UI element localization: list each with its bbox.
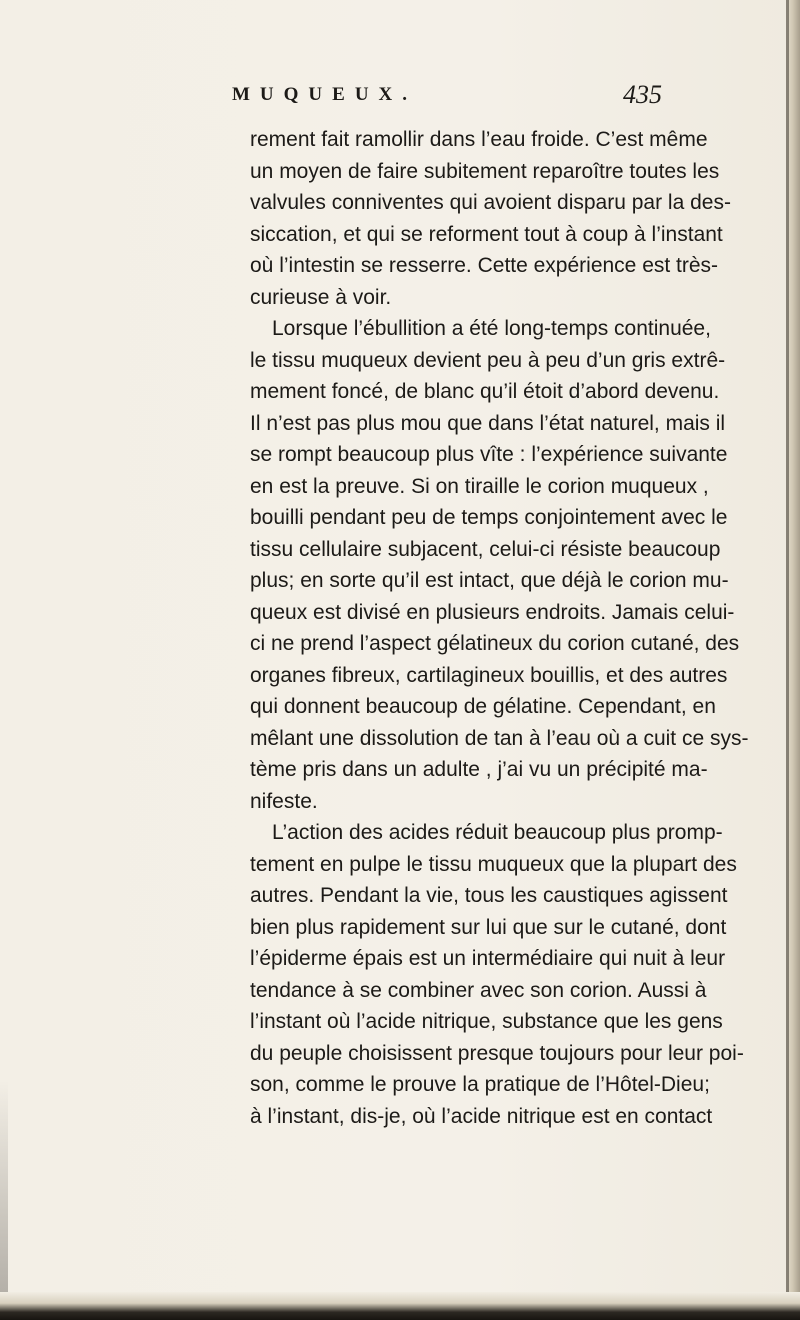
text-line: son, comme le prouve la pratique de l’Hôtel-Dieu;	[250, 1073, 710, 1096]
body-text	[250, 124, 749, 1132]
text-line: tendance à se combiner avec son corion. Aussi à	[250, 978, 707, 1002]
text-line: un moyen de faire subitement reparoître toutes les	[250, 159, 720, 183]
text-line: Lorsque l’ébullition a été long-temps continuée,	[272, 317, 711, 340]
text-line: où l’intestin se resserre. Cette expérience est très-	[250, 254, 719, 277]
text-line: l’instant où l’acide nitrique, substance que les gens	[250, 1010, 723, 1033]
text-line: mement foncé, de blanc qu’il étoit d’abord devenu.	[250, 380, 720, 403]
text-line: ci ne prend l’aspect gélatineux du corion cutané, des	[250, 632, 740, 655]
text-line: nifeste.	[250, 789, 318, 813]
text-line: tement en pulpe le tissu muqueux que la plupart des	[250, 852, 737, 876]
text-line: siccation, et qui se reforment tout à coup à l’instant	[250, 222, 723, 246]
text-line: à l’instant, dis-je, où l’acide nitrique est en contact	[250, 1104, 713, 1128]
text-line: tissu cellulaire subjacent, celui-ci résiste beaucoup	[250, 537, 721, 561]
text-line: mêlant une dissolution de tan à l’eau où a cuit ce sys-	[250, 726, 749, 750]
text-line: en est la preuve. Si on tiraille le corion muqueux ,	[250, 474, 709, 498]
page-number: 435	[623, 80, 662, 109]
text-line: queux est divisé en plusieurs endroits. Jamais celui-	[250, 600, 735, 624]
page-right-edge	[786, 0, 800, 1320]
text-line: le tissu muqueux devient peu à peu d’un gris extrê-	[250, 348, 726, 372]
text-line: bouilli pendant peu de temps conjointement avec le	[250, 506, 728, 529]
text-line: rement fait ramollir dans l’eau froide. C’est même	[250, 128, 708, 151]
text-line: bien plus rapidement sur lui que sur le cutané, dont	[250, 915, 727, 939]
page-header	[232, 80, 662, 116]
text-line: L’action des acides réduit beaucoup plus promp-	[272, 821, 723, 844]
text-line: valvules conniventes qui avoient disparu par la des-	[250, 191, 731, 214]
text-line: Il n’est pas plus mou que dans l’état naturel, mais il	[250, 411, 726, 435]
text-line: tème pris dans un adulte , j’ai vu un précipité ma-	[250, 758, 708, 781]
page-left-shadow	[0, 1080, 8, 1320]
text-line: du peuple choisissent presque toujours pour leur poi-	[250, 1041, 744, 1065]
text-line: autres. Pendant la vie, tous les caustiques agissent	[250, 884, 728, 907]
text-line: se rompt beaucoup plus vîte : l’expérience suivante	[250, 443, 728, 466]
running-head: MUQUEUX.	[232, 84, 418, 105]
text-line: qui donnent beaucoup de gélatine. Cependant, en	[250, 695, 716, 718]
text-line: plus; en sorte qu’il est intact, que déjà le corion mu-	[250, 569, 729, 592]
text-line: organes fibreux, cartilagineux bouillis, et des autres	[250, 663, 728, 687]
text-line: l’épiderme épais est un intermédiaire qui nuit à leur	[250, 947, 726, 970]
page-bottom-edge	[0, 1292, 800, 1320]
text-line: curieuse à voir.	[250, 285, 392, 309]
